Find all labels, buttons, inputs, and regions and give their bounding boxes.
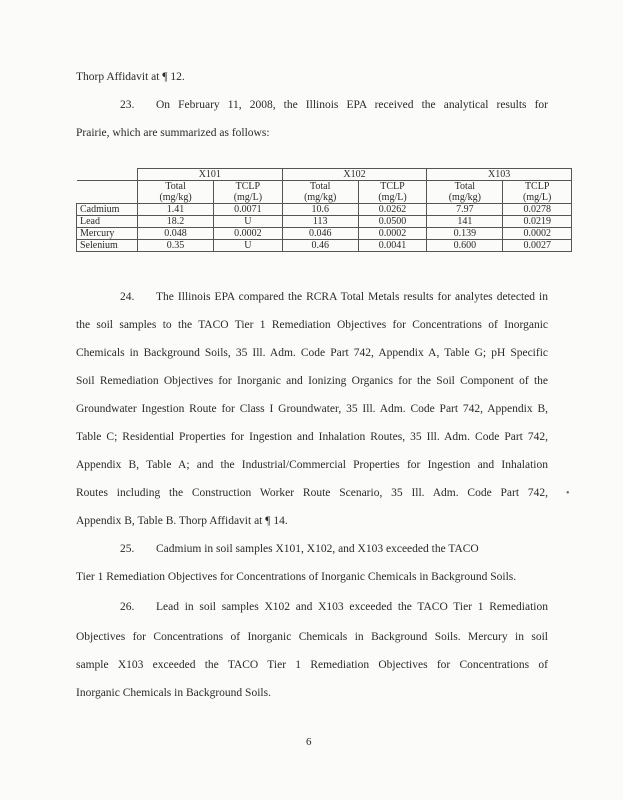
paragraph-26-line-1 [120,600,548,614]
table-cell: 0.0262 [358,204,427,216]
paragraph-23-number: 23. [120,99,135,111]
table-group-header-row [77,169,572,181]
table-cell: 0.46 [282,240,358,252]
table-cell: 0.0278 [503,204,572,216]
paragraph-24-line: Routes including the Construction Worker Route Scenario, 35 Ill. Adm. Code Part 742, [76,487,548,499]
affidavit-reference: Thorp Affidavit at ¶ 12. [76,71,185,83]
page-number: 6 [306,736,312,748]
analytical-results-table [76,168,572,252]
table-cell: 10.6 [282,204,358,216]
table-cell: 0.048 [138,228,214,240]
paragraph-24-line: Soil Remediation Objectives for Inorganic and Ionizing Organics for the Soil Component of the [76,375,548,387]
paragraph-23-line-2: Prairie, which are summarized as follows: [76,127,270,139]
table-corner-cell [77,181,138,204]
paragraph-24-text: The Illinois EPA compared the RCRA Total Metals results for analytes detected in [156,291,548,303]
table-cell: U [214,240,283,252]
table-row [77,216,572,228]
table-cell: 0.35 [138,240,214,252]
table-subheader: TCLP (mg/L) [503,181,572,204]
table-group-header: X103 [427,169,572,181]
table-subheader: TCLP (mg/L) [358,181,427,204]
table-cell: 0.046 [282,228,358,240]
table-cell: 0.139 [427,228,503,240]
paragraph-26-number: 26. [120,601,135,613]
analyte-label: Lead [77,216,138,228]
margin-mark: • [566,488,570,499]
paragraph-25-text: Cadmium in soil samples X101, X102, and X103 exceeded the TACO [156,543,479,555]
paragraph-25-line-1 [120,542,479,556]
paragraph-25-line-2: Tier 1 Remediation Objectives for Concentrations of Inorganic Chemicals in Background Soils. [76,571,517,583]
table-cell: 0.0002 [358,228,427,240]
table-cell: 0.0500 [358,216,427,228]
analyte-label: Cadmium [77,204,138,216]
table-cell: 0.0002 [503,228,572,240]
table-row [77,240,572,252]
analyte-label: Mercury [77,228,138,240]
paragraph-24-number: 24. [120,291,135,303]
table-cell: 7.97 [427,204,503,216]
paragraph-25-number: 25. [120,543,135,555]
table-cell: 0.0219 [503,216,572,228]
table-cell: 113 [282,216,358,228]
paragraph-23-text: On February 11, 2008, the Illinois EPA received the analytical results for [156,99,548,111]
table-row [77,228,572,240]
paragraph-26-line: sample X103 exceeded the TACO Tier 1 Remediation Objectives for Concentrations of [76,659,548,671]
table-cell: 0.600 [427,240,503,252]
table-cell: 0.0071 [214,204,283,216]
analyte-label: Selenium [77,240,138,252]
table-cell: 0.0002 [214,228,283,240]
paragraph-23-line-1 [120,98,548,112]
paragraph-24-line-1 [120,290,548,304]
table-cell: 0.0041 [358,240,427,252]
paragraph-24-line: Appendix B, Table A; and the Industrial/Commercial Properties for Ingestion and Inhalation [76,459,548,471]
table-subheader: Total (mg/kg) [138,181,214,204]
table-cell: U [214,216,283,228]
paragraph-24-last-line: Appendix B, Table B. Thorp Affidavit at ¶ 14. [76,515,288,527]
paragraph-24-line: Chemicals in Background Soils, 35 Ill. Adm. Code Part 742, Appendix A, Table G; pH Specific [76,347,548,359]
table-group-header: X101 [138,169,283,181]
table-group-header: X102 [282,169,427,181]
table-row [77,204,572,216]
table-corner-cell [77,169,138,181]
table-cell: 1.41 [138,204,214,216]
table-subheader: Total (mg/kg) [427,181,503,204]
table-cell: 18.2 [138,216,214,228]
paragraph-24-line: Table C; Residential Properties for Ingestion and Inhalation Routes, 35 Ill. Adm. Code Part 742, [76,431,548,443]
paragraph-26-text: Lead in soil samples X102 and X103 exceeded the TACO Tier 1 Remediation [156,601,548,613]
table-cell: 141 [427,216,503,228]
paragraph-26-line: Objectives for Concentrations of Inorganic Chemicals in Background Soils. Mercury in soil [76,631,548,643]
table-subheader-row [77,181,572,204]
paragraph-24-line: Groundwater Ingestion Route for Class I Groundwater, 35 Ill. Adm. Code Part 742, Appendix B, [76,403,548,415]
paragraph-24-line: the soil samples to the TACO Tier 1 Remediation Objectives for Concentrations of Inorganic [76,319,548,331]
table-cell: 0.0027 [503,240,572,252]
table-subheader: Total (mg/kg) [282,181,358,204]
table-subheader: TCLP (mg/L) [214,181,283,204]
paragraph-26-last-line: Inorganic Chemicals in Background Soils. [76,687,271,699]
